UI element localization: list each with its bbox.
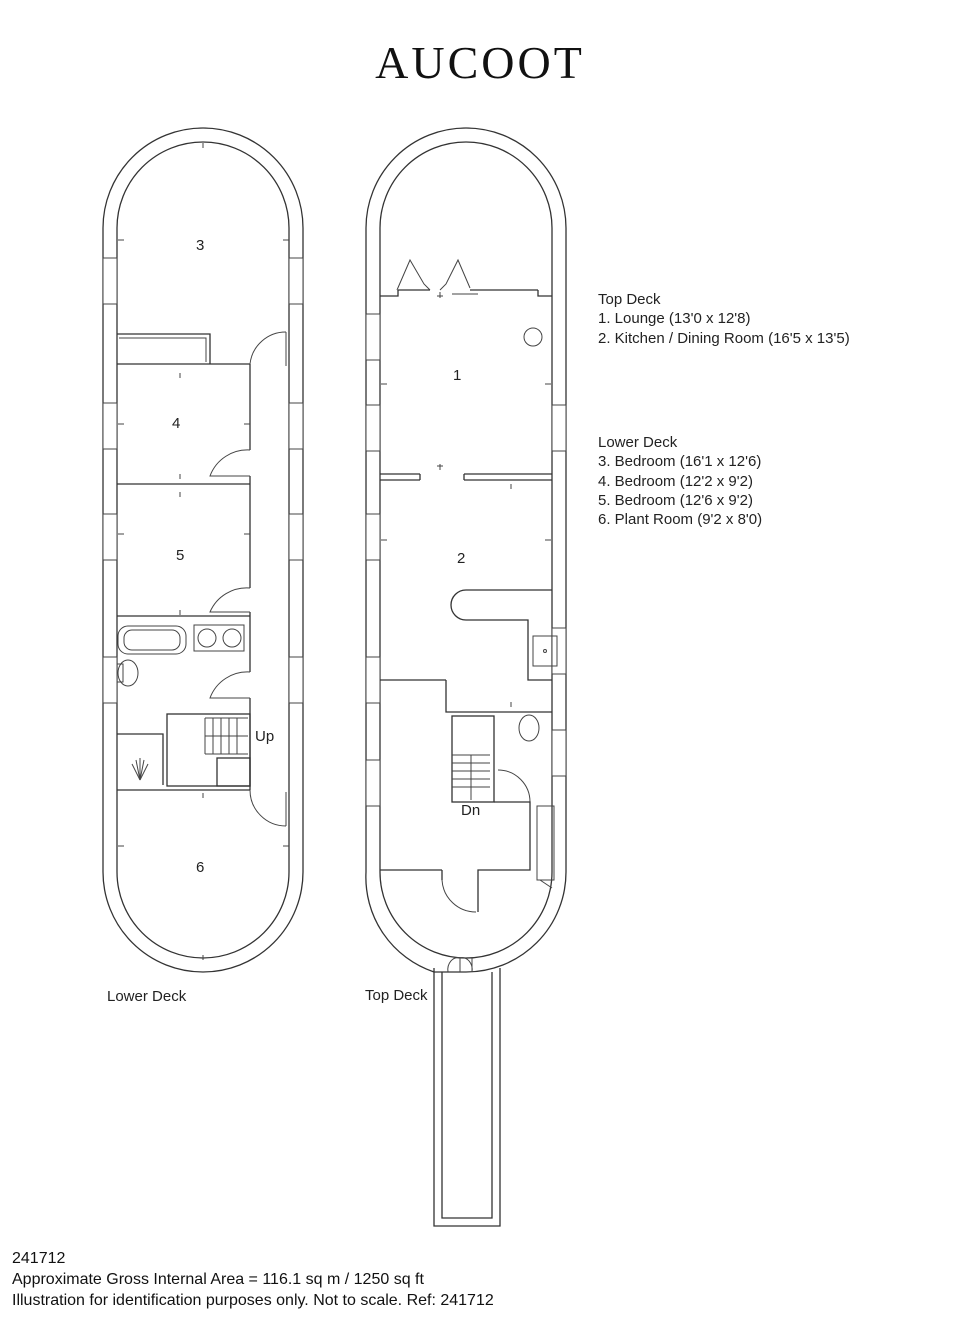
legend-heading: Lower Deck bbox=[598, 434, 678, 451]
lower-deck-walls bbox=[117, 332, 286, 826]
top-deck-gangway bbox=[434, 958, 500, 1226]
footer-area: Approximate Gross Internal Area = 116.1 sq m / 1250 sq ft bbox=[12, 1271, 424, 1288]
legend-room: 3. Bedroom (16'1 x 12'6) bbox=[598, 453, 762, 471]
top-deck-caption: Top Deck bbox=[365, 987, 428, 1004]
top-room-number: 2 bbox=[457, 550, 466, 567]
lower-deck-caption: Lower Deck bbox=[107, 988, 187, 1005]
lower-room-number: 4 bbox=[172, 415, 181, 432]
lower-deck-ticks bbox=[118, 143, 289, 960]
lower-deck-hull-outer bbox=[103, 128, 303, 972]
top-stair-label: Dn bbox=[461, 802, 481, 819]
top-room-number: 1 bbox=[453, 367, 462, 384]
top-deck-ticks bbox=[381, 292, 551, 707]
footer-disclaimer: Illustration for identification purposes only. Not to scale. Ref: 241712 bbox=[12, 1292, 494, 1309]
lower-room-number: 6 bbox=[196, 859, 205, 876]
top-deck-plan bbox=[366, 128, 566, 1226]
lower-room-number: 3 bbox=[196, 237, 205, 254]
legend-heading: Top Deck bbox=[598, 291, 661, 308]
top-deck-hull-inner bbox=[380, 142, 552, 958]
top-deck-legend bbox=[598, 290, 850, 348]
legend-room: 5. Bedroom (12'6 x 9'2) bbox=[598, 491, 753, 509]
footer bbox=[12, 1248, 494, 1311]
brand-logo: AUCOOT bbox=[375, 37, 585, 88]
footer-ref: 241712 bbox=[12, 1250, 66, 1267]
lower-stair-label: Up bbox=[255, 728, 275, 745]
top-deck-hull-outer bbox=[366, 128, 566, 972]
legend-room: 4. Bedroom (12'2 x 9'2) bbox=[598, 472, 753, 490]
legend-room: 2. Kitchen / Dining Room (16'5 x 13'5) bbox=[598, 329, 850, 347]
lower-deck-windows bbox=[103, 258, 303, 703]
lower-deck-plan bbox=[103, 128, 303, 972]
lower-deck-legend bbox=[598, 433, 762, 529]
legend-room: 6. Plant Room (9'2 x 8'0) bbox=[598, 511, 763, 529]
lower-deck-hull-inner bbox=[117, 142, 289, 958]
lower-room-number: 5 bbox=[176, 547, 185, 564]
legend-room: 1. Lounge (13'0 x 12'8) bbox=[598, 310, 751, 328]
top-deck-windows bbox=[366, 314, 566, 806]
